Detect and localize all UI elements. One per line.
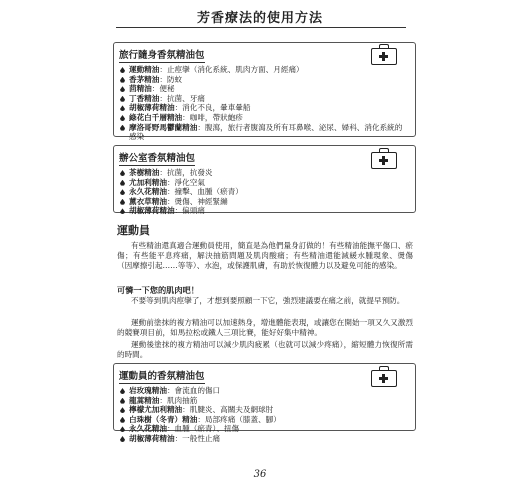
oil-drop-icon [120, 208, 125, 214]
list-item [119, 206, 407, 216]
header-rule [116, 27, 406, 28]
oil-use: ：便秘 [151, 84, 175, 94]
oil-use: ：消化不良，暈車暈船 [174, 103, 251, 113]
oil-name: 胡椒薄荷精油 [129, 103, 175, 113]
oil-use: ：抗菌、牙痛 [159, 93, 205, 103]
oil-name: 茴精油 [129, 84, 152, 94]
athlete-kit-title: 運動員的香氛精油包 [119, 368, 205, 384]
oil-use: ：止痙攣（消化系統、肌肉方面、月經痛） [159, 65, 304, 74]
oil-name: 薰衣草精油 [129, 196, 167, 206]
section-heading: 運動員 [117, 224, 150, 237]
oil-use: ：防蚊 [159, 74, 183, 84]
oil-name: 白珠樹（冬青）精油 [129, 414, 198, 424]
oil-drop-icon [120, 426, 125, 432]
list-item [119, 84, 407, 94]
oil-drop-icon [120, 388, 125, 394]
list-item [119, 197, 407, 207]
oil-name: 永久花精油 [129, 424, 167, 434]
oil-name: 綠花白千層精油 [129, 112, 183, 122]
oil-drop-icon [120, 180, 125, 186]
list-item [119, 187, 407, 197]
oil-name: 摩洛哥野馬鬱蘭精油 [129, 122, 198, 132]
oil-drop-icon [120, 436, 125, 442]
paragraph-before: 運動前塗抹的複方精油可以加速熱身，增進體能表現，或讓您在開始一項又久又激烈的競賽項目前，如馬拉松或鐵人三項比賽，能好好集中精神。 [117, 318, 413, 337]
oil-use: ：偏頭痛 [174, 206, 205, 216]
oil-name: 茶樹精油 [129, 168, 160, 177]
intro-paragraph: 有些精油還真適合運動員使用，簡直是為他們量身訂做的！有些精油能撫平傷口、瘀傷；有些能平息疼痛，解決抽筋問題及肌肉酸痛；有些精油還能減緩水腫現象、燙傷（因摩擦引起……等等）、水泡，或保護肌膚，有助於恢復體力以及避免可能的感染。 [117, 241, 413, 270]
oil-drop-icon [120, 86, 125, 92]
oil-name: 檸檬尤加利精油 [129, 405, 183, 415]
office-kit-list [114, 168, 415, 216]
office-kit-title: 辦公室香氛精油包 [119, 150, 195, 166]
list-item [119, 103, 407, 113]
travel-kit-list [114, 65, 415, 142]
oil-use: ：肌肉抽筋 [159, 395, 198, 405]
oil-drop-icon [120, 115, 125, 121]
oil-drop-icon [120, 398, 125, 404]
oil-drop-icon [120, 67, 125, 73]
page-title: 芳香療法的使用方法 [196, 11, 323, 26]
oil-drop-icon [120, 199, 125, 205]
list-item [119, 434, 407, 444]
oil-use: ：淨化空氣 [166, 177, 205, 187]
list-item [119, 123, 407, 142]
list-item [119, 424, 407, 434]
first-aid-kit-icon [371, 366, 397, 386]
oil-use: ：咖啡，帶狀皰疹 [182, 112, 243, 122]
oil-name: 龍蒿精油 [129, 395, 160, 405]
oil-name: 運動精油 [129, 65, 160, 74]
first-aid-kit-icon [371, 44, 397, 64]
oil-drop-icon [120, 417, 125, 423]
paragraph-prevent: 不要等到肌肉痙攣了，才想到要照顧一下它，強烈建議要在痛之前，就提早預防。 [131, 296, 405, 305]
oil-drop-icon [120, 77, 125, 83]
oil-drop-icon [120, 407, 125, 413]
page-number: 36 [253, 469, 267, 480]
oil-use: ：局部疼痛（膝蓋、腳） [197, 414, 281, 424]
oil-drop-icon [120, 125, 125, 131]
oil-name: 永久花精油 [129, 187, 167, 197]
oil-use: ：肌腱炎、高關夫及網球肘 [182, 405, 274, 415]
oil-drop-icon [120, 96, 125, 102]
sub-heading: 可憐一下您的肌肉吧！ [117, 285, 199, 295]
list-item [119, 386, 407, 396]
oil-name: 胡椒薄荷精油 [129, 206, 175, 216]
first-aid-kit-icon [371, 148, 397, 168]
oil-use: ：會流血的傷口 [166, 386, 221, 395]
list-item [119, 178, 407, 188]
oil-use: ：燙傷、神經緊繃 [166, 196, 228, 206]
oil-drop-icon [120, 170, 125, 176]
list-item [119, 65, 407, 75]
oil-drop-icon [120, 189, 125, 195]
list-item [119, 405, 407, 415]
oil-use: ：抗菌，抗發炎 [159, 168, 213, 177]
list-item [119, 113, 407, 123]
oil-name: 丁香精油 [129, 93, 160, 103]
oil-use: ：血腫（瘀青）、扭傷 [166, 424, 240, 434]
list-item [119, 396, 407, 406]
list-item [119, 415, 407, 425]
oil-name: 尤加利精油 [129, 177, 167, 187]
oil-drop-icon [120, 105, 125, 111]
list-item [119, 168, 407, 178]
travel-kit-title: 旅行隨身香氛精油包 [119, 47, 205, 63]
oil-name: 岩玫瑰精油 [129, 386, 167, 395]
oil-use: ：撞擊、血腫（瘀青） [166, 187, 243, 197]
oil-name: 香茅精油 [129, 74, 160, 84]
oil-use: ：一般性止痛 [174, 433, 221, 443]
oil-use: ：腹瀉，旅行者腹瀉及所有耳鼻喉、泌尿、婦科、消化系統的感染 [129, 122, 403, 142]
athlete-kit-list [114, 386, 415, 444]
list-item [119, 75, 407, 85]
list-item [119, 94, 407, 104]
oil-name: 胡椒薄荷精油 [129, 433, 175, 443]
paragraph-after: 運動後塗抹的複方精油可以減少肌肉疲累（也就可以減少疼痛），縮短體力恢復所需的時間。 [117, 340, 413, 359]
